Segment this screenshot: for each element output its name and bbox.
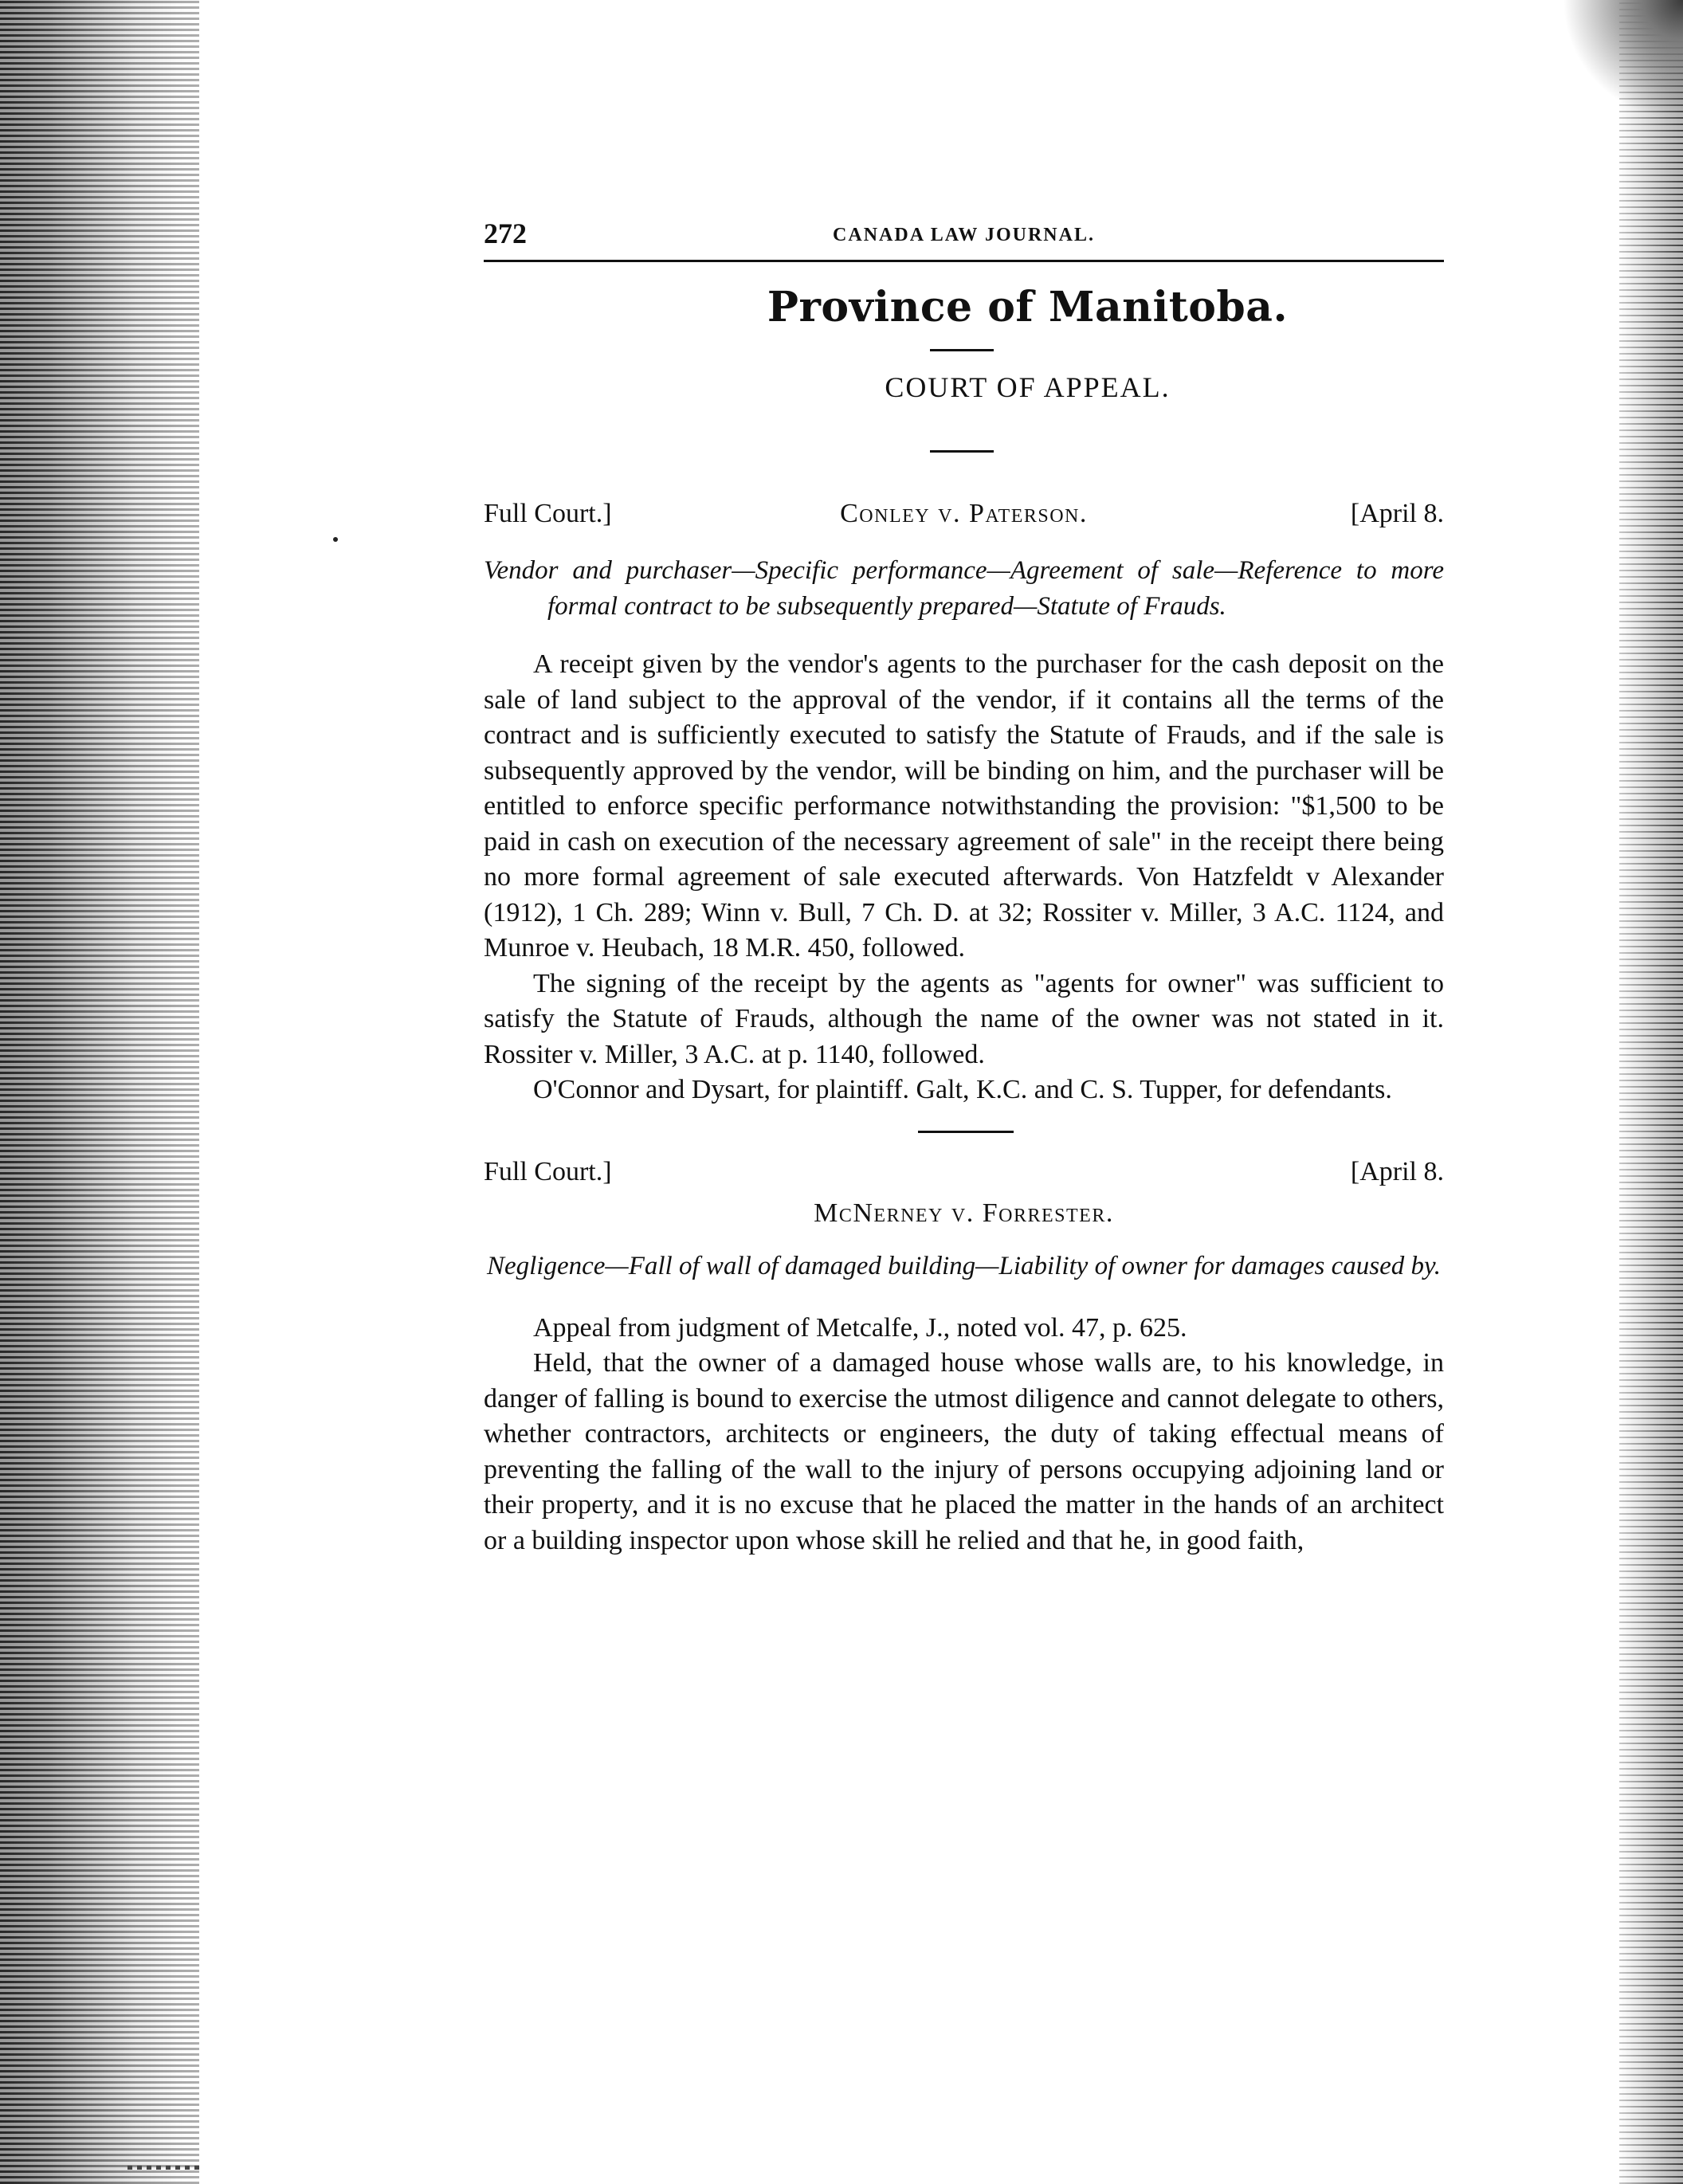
case-headnote: Vendor and purchaser—Specific performance—Agreement of sale—Reference to more formal contract to be subsequently prepared—Statute of Frauds. — [484, 556, 1444, 621]
case-counsel: O'Connor and Dysart, for plaintiff. Galt, K.C. and C. S. Tupper, for defendants. — [533, 1075, 1392, 1104]
document-page — [484, 215, 1444, 1559]
province-title: Province of Manitoba. — [767, 283, 1289, 331]
case-paragraph: Appeal from judgment of Metcalfe, J., noted vol. 47, p. 625. — [533, 1312, 1187, 1343]
section-divider — [930, 349, 994, 351]
case-court: Full Court.] — [484, 1156, 612, 1186]
case-header — [484, 1157, 1444, 1195]
case-date: [April 8. — [1350, 1156, 1444, 1186]
journal-title: CANADA LAW JOURNAL. — [833, 225, 1095, 245]
scan-binding-edge — [0, 0, 199, 2184]
running-head — [484, 215, 1444, 262]
case-divider — [918, 1131, 1014, 1133]
scan-right-edge — [1619, 0, 1683, 2184]
case-court: Full Court.] — [484, 499, 612, 528]
scan-speck-bottom — [128, 2166, 199, 2170]
case-paragraph: A receipt given by the vendor's agents to the purchaser for the cash deposit on the sale of land subject to the approval of the vendor, if it contains all the terms of the contract and is sufficiently executed to satisfy the Statute of Frauds, and if the sale is subsequently approved by the vendor, will be binding on him, and the purchaser will be entitled to enforce specific performance notwithstanding the provision: "$1,500 to be paid in cash on execution of the necessary agreement of sale" in the receipt there being no more formal agreement of sale executed afterwards. Von Hatzfeldt v Alexander (1912), 1 Ch. 289; Winn v. Bull, 7 Ch. D. at 32; Rossiter v. Miller, 3 A.C. 1124, and Munroe v. Heubach, 18 M.R. 450, followed. — [484, 649, 1444, 963]
case-paragraph: The signing of the receipt by the agents as "agents for owner" was sufficient to satisfy the Statute of Frauds, although the name of the owner was not stated in it. Rossiter v. Miller, 3 A.C. at p. 1140, followed. — [484, 968, 1444, 1069]
scan-speck — [333, 537, 338, 542]
court-title: COURT OF APPEAL. — [885, 371, 1171, 403]
case-title: Conley v. Paterson. — [840, 499, 1088, 528]
section-divider — [930, 450, 994, 453]
page-number: 272 — [484, 218, 527, 249]
case-title: McNerney v. Forrester. — [814, 1198, 1114, 1228]
scan-corner-shadow — [1556, 0, 1683, 127]
case-paragraph: Held, that the owner of a damaged house whose walls are, to his knowledge, in danger of falling is bound to exercise the utmost diligence and cannot delegate to others, whether contractors, architects or engineers, the duty of taking effectual means of preventing the falling of the wall to the injury of persons occupying adjoining land or their property, and it is no excuse that he placed the matter in the hands of an architect or a building inspector upon whose skill he relied and that he, in good faith, — [484, 1348, 1444, 1555]
case-date: [April 8. — [1350, 499, 1444, 528]
case-header — [484, 499, 1444, 537]
case-headnote: Negligence—Fall of wall of damaged building—Liability of owner for damages caused by. — [486, 1251, 1442, 1280]
